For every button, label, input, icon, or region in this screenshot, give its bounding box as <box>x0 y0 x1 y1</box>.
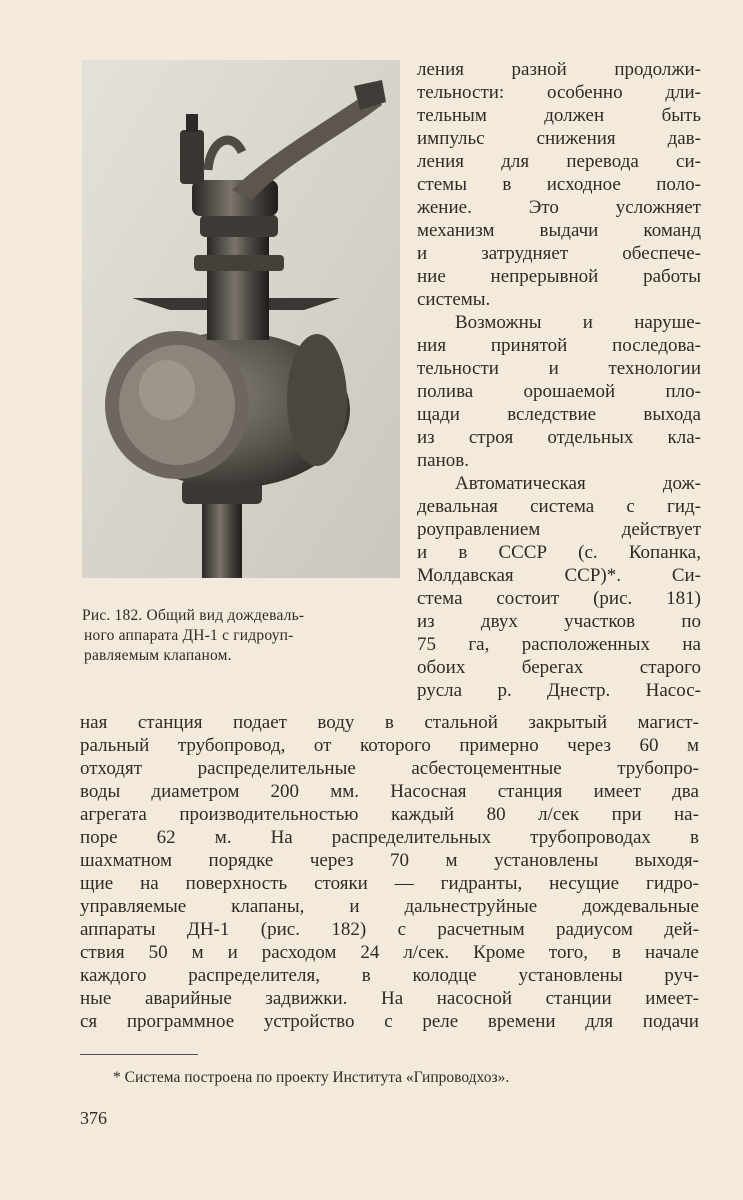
text-line: из строя отдельных кла- <box>417 427 701 448</box>
text-line: стемы в исходное поло- <box>417 174 701 195</box>
figure-caption <box>82 606 398 666</box>
text-line: стема состоит (рис. 181) <box>417 588 701 609</box>
footnote: * Система построена по проекту Института «Гипроводхоз». <box>113 1069 510 1086</box>
text-line: щие на поверхность стояки — гидранты, несущие гидро- <box>80 873 699 894</box>
text-line: агрегата производительностью каждый 80 л/сек при на- <box>80 804 699 825</box>
text-line: девальная система с гид- <box>417 496 701 517</box>
text-line: шахматном порядке через 70 м установлены выходя- <box>80 850 699 871</box>
text-line: системы. <box>417 289 491 310</box>
footnote-divider <box>80 1054 198 1055</box>
text-line: ная станция подает воду в стальной закрытый магист- <box>80 712 699 733</box>
full-width-text <box>80 711 699 1033</box>
text-line: тельным должен быть <box>417 105 701 126</box>
text-line: ствия 50 м и расходом 24 л/сек. Кроме того, в начале <box>80 942 699 963</box>
text-line: тельности: особенно дли- <box>417 82 701 103</box>
text-line: роуправлением действует <box>417 519 701 540</box>
caption-line: равляемым клапаном. <box>84 647 232 664</box>
caption-line: ного аппарата ДН-1 с гидроуп- <box>84 627 294 644</box>
text-line: аппараты ДН-1 (рис. 182) с расчетным радиусом дей- <box>80 919 699 940</box>
text-line: Молдавская ССР)*. Си- <box>417 565 701 586</box>
text-line: ральный трубопровод, от которого примерно через 60 м <box>80 735 699 756</box>
text-line: и затрудняет обеспече- <box>417 243 701 264</box>
caption-line: Рис. 182. Общий вид дождеваль- <box>82 607 305 624</box>
text-line: ся программное устройство с реле времени для подачи <box>80 1011 699 1032</box>
text-line: тельности и технологии <box>417 358 701 379</box>
text-line: отходят распределительные асбестоцементные трубопро- <box>80 758 699 779</box>
text-line: Возможны и наруше- <box>455 312 701 333</box>
text-line: панов. <box>417 450 469 471</box>
text-line: полива орошаемой пло- <box>417 381 701 402</box>
text-line: управляемые клапаны, и дальнеструйные дождевальные <box>80 896 699 917</box>
text-line: механизм выдачи команд <box>417 220 701 241</box>
text-line: ления разной продолжи- <box>417 59 701 80</box>
page-number: 376 <box>80 1108 107 1128</box>
text-line: ния принятой последова- <box>417 335 701 356</box>
text-line: ления для перевода си- <box>417 151 701 172</box>
text-line: ные аварийные задвижки. На насосной станции имеет- <box>80 988 699 1009</box>
text-line: 75 га, расположенных на <box>417 634 701 655</box>
text-line: воды диаметром 200 мм. Насосная станция имеет два <box>80 781 699 802</box>
right-column-text <box>417 58 701 702</box>
text-line: импульс снижения дав- <box>417 128 701 149</box>
sprinkler-apparatus-photo <box>82 60 400 578</box>
text-line: русла р. Днестр. Насос- <box>417 680 701 701</box>
text-line: из двух участков по <box>417 611 701 632</box>
text-line: каждого распределителя, в колодце установлены руч- <box>80 965 699 986</box>
text-line: ние непрерывной работы <box>417 266 701 287</box>
text-line: и в СССР (с. Копанка, <box>417 542 701 563</box>
text-line: жение. Это усложняет <box>417 197 701 218</box>
text-line: щади вследствие выхода <box>417 404 701 425</box>
text-line: Автоматическая дож- <box>455 473 701 494</box>
text-line: поре 62 м. На распределительных трубопроводах в <box>80 827 699 848</box>
text-line: обоих берегах старого <box>417 657 701 678</box>
